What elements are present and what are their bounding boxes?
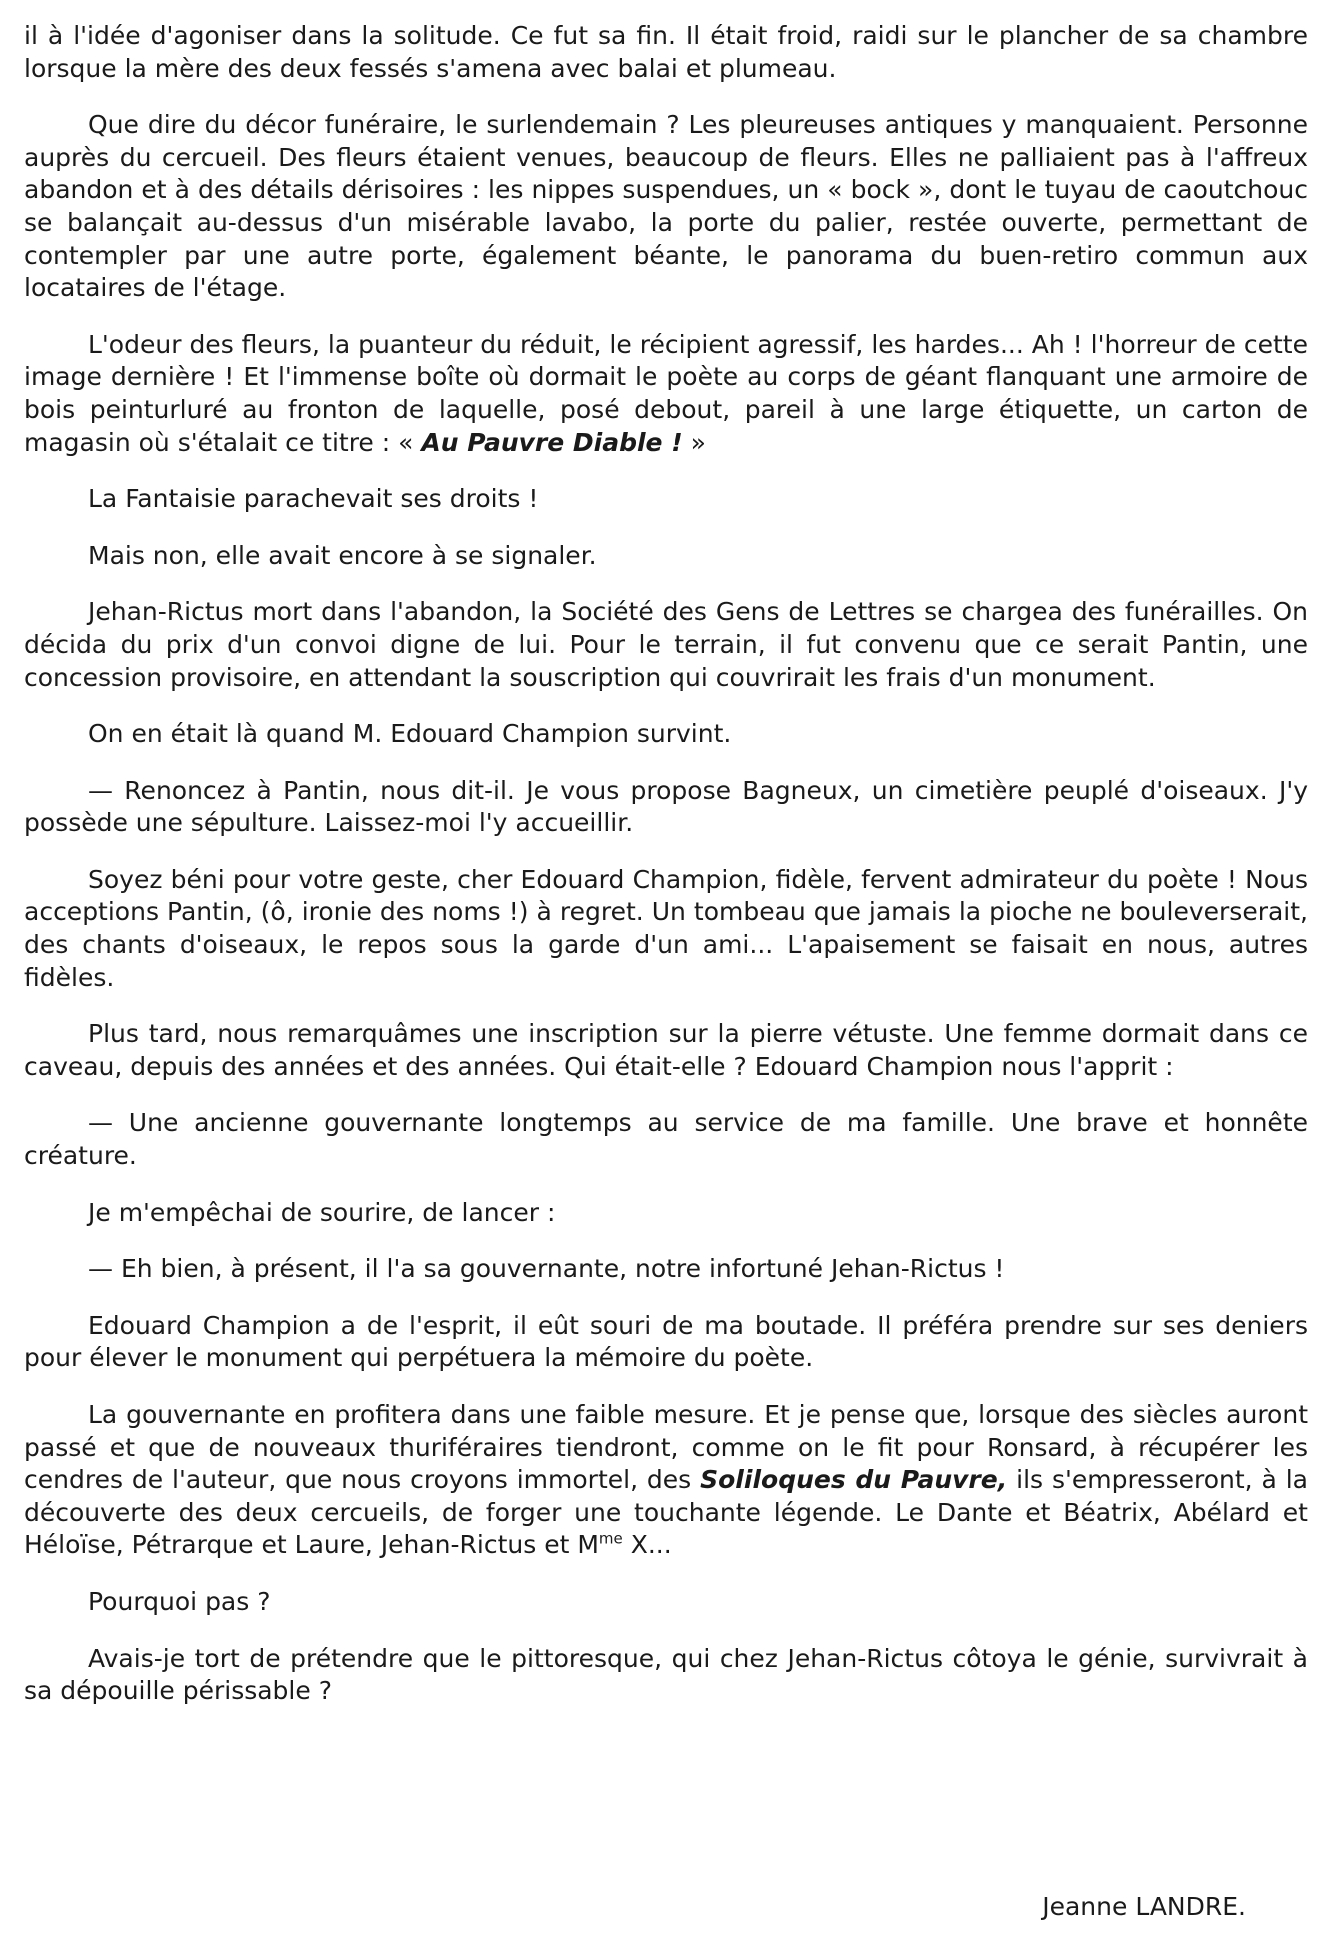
- author-signature: Jeanne LANDRE.: [1042, 1892, 1246, 1921]
- paragraph-13: — Eh bien, à présent, il l'a sa gouvernante, notre infortuné Jehan-Rictus !: [88, 1254, 1005, 1284]
- paragraph-15-superscript: me: [598, 1530, 623, 1549]
- paragraph-7: On en était là quand M. Edouard Champion survint.: [88, 719, 732, 749]
- paragraph-6: Jehan-Rictus mort dans l'abandon, la Société des Gens de Lettres se chargea des funérailles. On décida du prix d'un convoi digne de lui. Pour le terrain, il fut convenu que ce serait Pantin, une concession provisoire, en attendant la souscription qui couvrirait les frais d'un monument.: [24, 597, 1308, 692]
- article-body: [24, 20, 1308, 1732]
- paragraph-15-text-a: La gouvernante en profitera dans une faible mesure. Et je pense que, lorsque des siècles auront passé et que de nouveaux thuriféraires tiendront, comme on le fit pour Ronsard, à récupérer les cendres de l'auteur, que nous croyons immortel, des: [24, 1400, 1308, 1495]
- paragraph-3: [24, 329, 1308, 459]
- paragraph-11: — Une ancienne gouvernante longtemps au service de ma famille. Une brave et honnête créature.: [24, 1108, 1308, 1171]
- paragraph-2: Que dire du décor funéraire, le surlendemain ? Les pleureuses antiques y manquaient. Personne auprès du cercueil. Des fleurs étaient venues, beaucoup de fleurs. Elles ne palliaient pas à l'affreux abandon et à des détails dérisoires : les nippes suspendues, un « bock », dont le tuyau de caoutchouc se balançait au-dessus d'un misérable lavabo, la porte du palier, restée ouverte, permettant de contempler par une autre porte, également béante, le panorama du buen-retiro commun aux locataires de l'étage.: [24, 110, 1308, 303]
- paragraph-14: Edouard Champion a de l'esprit, il eût souri de ma boutade. Il préféra prendre sur ses deniers pour élever le monument qui perpétuera la mémoire du poète.: [24, 1310, 1308, 1373]
- paragraph-16: Pourquoi pas ?: [88, 1586, 271, 1616]
- paragraph-12: Je m'empêchai de sourire, de lancer :: [88, 1197, 556, 1227]
- paragraph-3-text-a: L'odeur des fleurs, la puanteur du réduit, le récipient agressif, les hardes... Ah ! l'horreur de cette image dernière ! Et l'immense boîte où dormait le poète au corps de géant flanquant une armoire de bois peinturluré au fronton de laquelle, posé debout, pareil à une large étiquette, un carton de magasin où s'étalait ce titre : «: [24, 329, 1308, 457]
- paragraph-8: — Renoncez à Pantin, nous dit-il. Je vous propose Bagneux, un cimetière peuplé d'oiseaux. J'y possède une sépulture. Laissez-moi l'y accueillir.: [24, 775, 1308, 838]
- paragraph-15-text-c: X...: [622, 1530, 672, 1560]
- paragraph-17: Avais-je tort de prétendre que le pittoresque, qui chez Jehan-Rictus côtoya le génie, survivrait à sa dépouille périssable ?: [24, 1643, 1308, 1706]
- paragraph-10: Plus tard, nous remarquâmes une inscription sur la pierre vétuste. Une femme dormait dans ce caveau, depuis des années et des années. Qui était-elle ? Edouard Champion nous l'apprit :: [24, 1019, 1308, 1081]
- paragraph-3-title: Au Pauvre Diable !: [421, 427, 683, 457]
- paragraph-15-title: Soliloques du Pauvre,: [700, 1465, 1008, 1495]
- paragraph-9: Soyez béni pour votre geste, cher Edouard Champion, fidèle, fervent admirateur du poète ! Nous acceptions Pantin, (ô, ironie des noms !) à regret. Un tombeau que jamais la pioche ne bouleverserait, des chants d'oiseaux, le repos sous la garde d'un ami... L'apaisement se faisait en nous, autres fidèles.: [24, 864, 1308, 992]
- paragraph-4: La Fantaisie parachevait ses droits !: [88, 484, 539, 514]
- paragraph-1: il à l'idée d'agoniser dans la solitude. Ce fut sa fin. Il était froid, raidi sur le plancher de sa chambre lorsque la mère des deux fessés s'amena avec balai et plumeau.: [24, 21, 1308, 83]
- paragraph-15-text-b: ils s'empresseront, à la découverte des deux cercueils, de forger une touchante légende. Le Dante et Béatrix, Abélard et Héloïse, Pétrarque et Laure, Jehan-Rictus et M: [24, 1465, 1309, 1560]
- paragraph-5: Mais non, elle avait encore à se signaler.: [88, 540, 597, 570]
- paragraph-3-text-b: »: [682, 427, 706, 457]
- paragraph-15: [24, 1399, 1308, 1562]
